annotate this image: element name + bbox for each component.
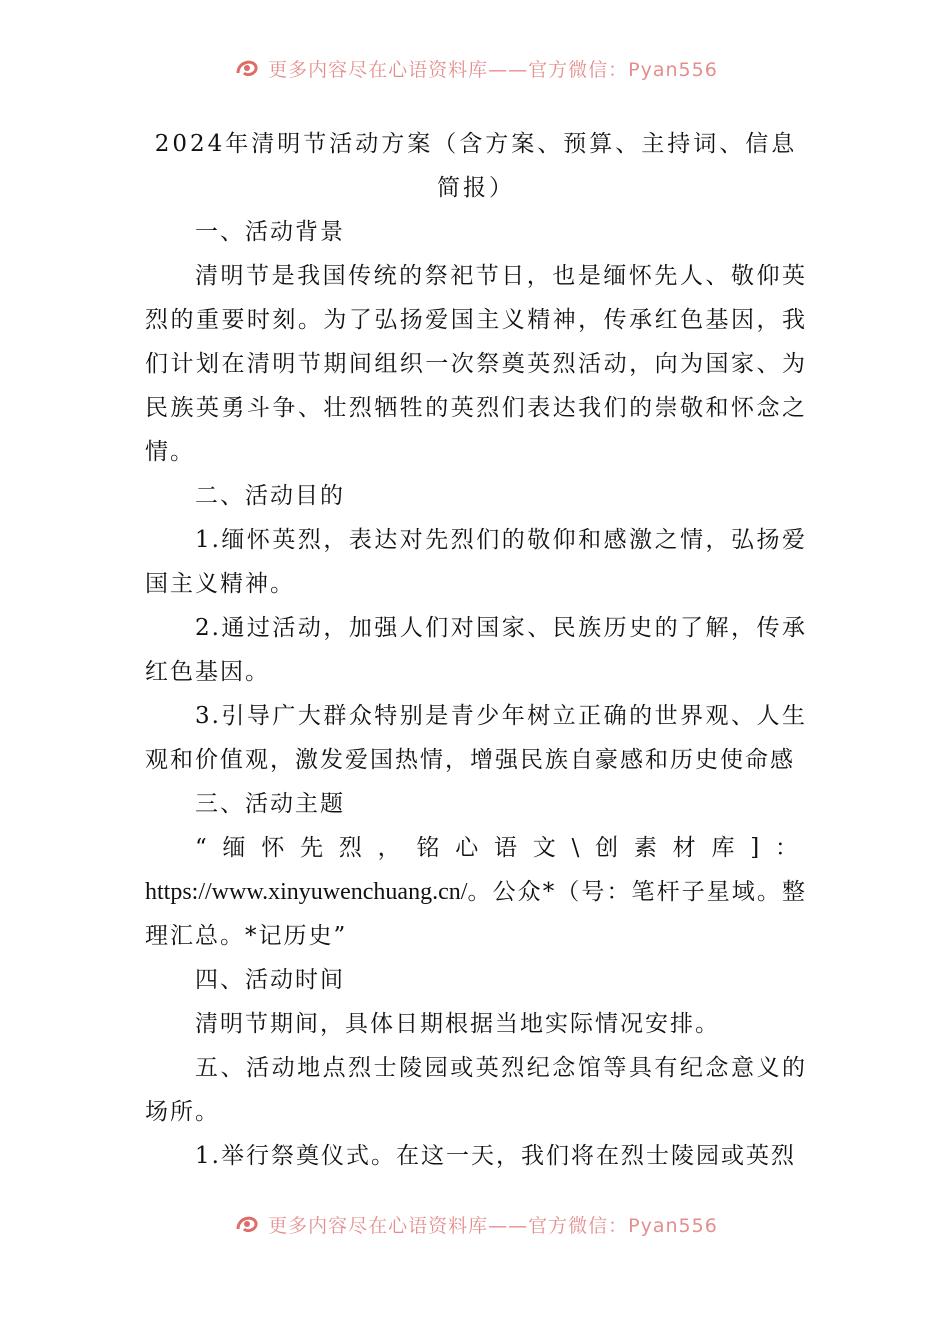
- purpose-item-1: 1.缅怀英烈，表达对先烈们的敬仰和感激之情，弘扬爱国主义精神。: [145, 527, 807, 597]
- section-heading-purpose: 二、活动目的: [195, 483, 345, 509]
- section-heading-time: 四、活动时间: [195, 967, 345, 993]
- watermark-text: 更多内容尽在心语资料库——官方微信：Pyan556: [268, 1214, 718, 1237]
- section-heading-background: 一、活动背景: [195, 219, 345, 245]
- background-paragraph: 清明节是我国传统的祭祀节日，也是缅怀先人、敬仰英烈的重要时刻。为了弘扬爱国主义精神，传承红色基因，我们计划在清明节期间组织一次祭奠英烈活动，向为国家、为民族英勇斗争、壮烈牺牲的英烈们表达我们的崇敬和怀念之情。: [145, 263, 807, 465]
- theme-paragraph: [145, 826, 807, 958]
- section-heading-location: 五、活动地点烈士陵园或英烈纪念馆等具有纪念意义的场所。: [145, 1055, 807, 1125]
- purpose-item-2: 2.通过活动，加强人们对国家、民族历史的了解，传承红色基因。: [145, 615, 807, 685]
- purpose-item-3: 3.引导广大群众特别是青少年树立正确的世界观、人生观和价值观，激发爱国热情，增强民族自豪感和历史使命感: [145, 703, 807, 773]
- theme-url: https://www.xinyuwenchuang.cn/: [145, 879, 468, 905]
- watermark-banner-top: [0, 48, 950, 88]
- theme-text-end: 。公众*（号：笔杆子星域。整理汇总。*记历史”: [145, 879, 807, 949]
- document-title: 2024年清明节活动方案（含方案、预算、主持词、信息简报）: [154, 131, 798, 201]
- section-heading-theme: 三、活动主题: [195, 791, 345, 817]
- logo-icon: [232, 53, 262, 83]
- time-paragraph: 清明节期间，具体日期根据当地实际情况安排。: [195, 1011, 720, 1037]
- watermark-banner-bottom: [0, 1204, 950, 1244]
- watermark-text: 更多内容尽在心语资料库——官方微信：Pyan556: [268, 58, 718, 81]
- logo-icon: [232, 1209, 262, 1239]
- activity-item-1: 1.举行祭奠仪式。在这一天，我们将在烈士陵园或英烈: [195, 1143, 796, 1169]
- document-body: [145, 122, 807, 1178]
- theme-text-start: “缅怀先烈，铭心语文\创素材库]：: [195, 835, 807, 861]
